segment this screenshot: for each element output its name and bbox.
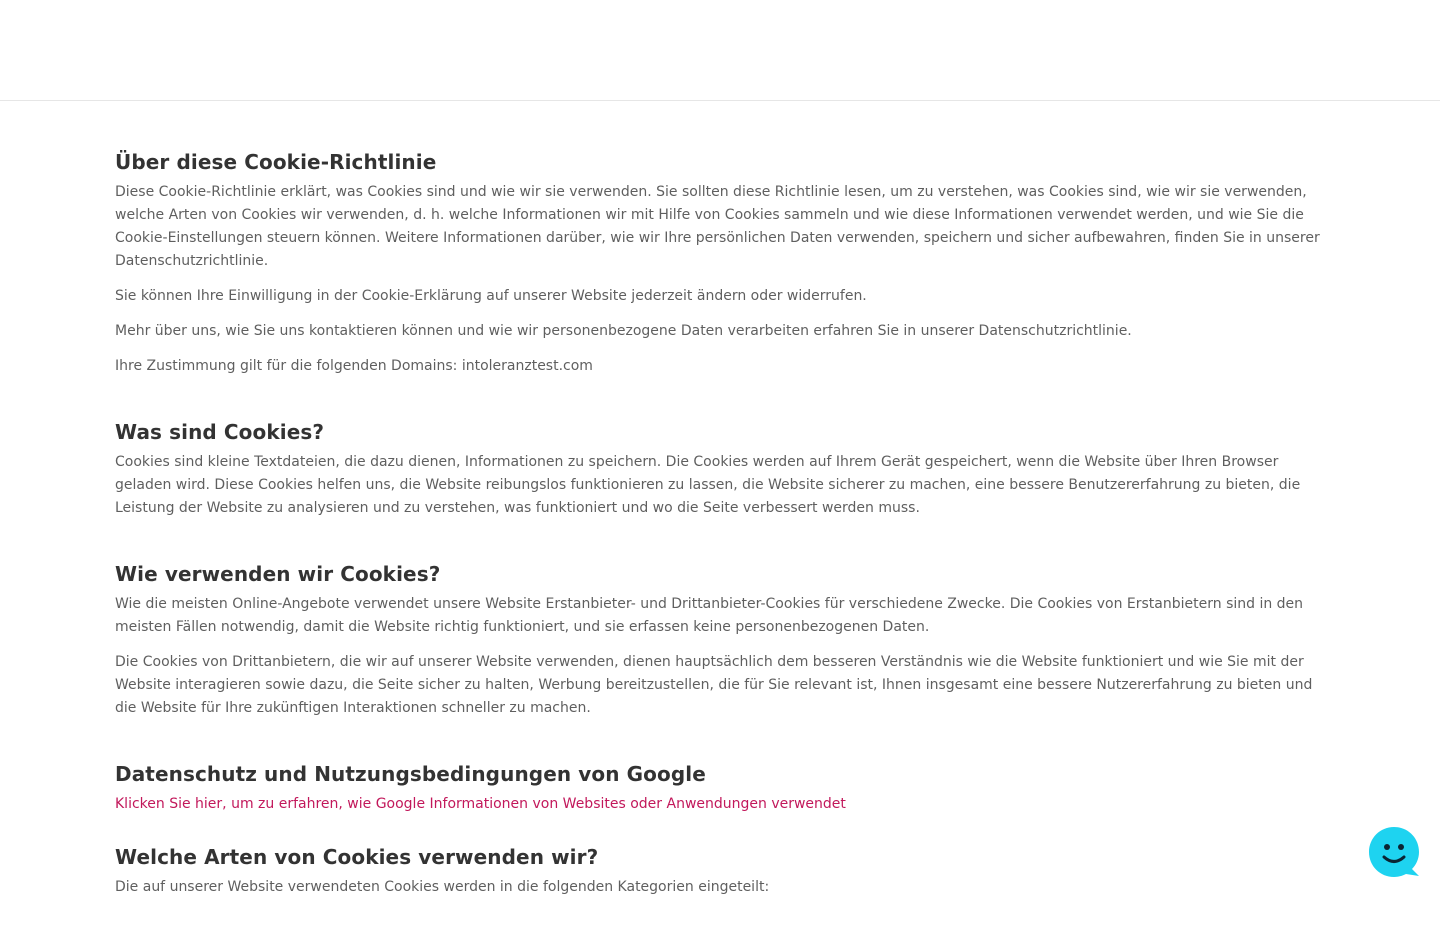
paragraph: Die Cookies von Drittanbietern, die wir auf unserer Website verwenden, dienen hauptsächlich dem besseren Verständnis wie die Website funktioniert und wie Sie mit der Website interagieren sowie dazu, die Seite sicher zu halten, Werbung bereitzustellen, die für Sie relevant ist, Ihnen insgesamt eine bessere Nutzererfahrung zu bieten und die Website für Ihre zukünftigen Interaktionen schneller zu machen.	[115, 654, 1313, 716]
paragraph: Die auf unserer Website verwendeten Cookies werden in die folgenden Kategorien eingeteilt:	[115, 879, 770, 895]
section-cookie-types	[115, 842, 1330, 899]
google-privacy-link[interactable]: Klicken Sie hier, um zu erfahren, wie Google Informationen von Websites oder Anwendungen verwendet	[115, 796, 846, 812]
chat-smiley-icon	[1368, 826, 1420, 878]
section-heading: Welche Arten von Cookies verwenden wir?	[115, 845, 599, 869]
section-heading: Über diese Cookie-Richtlinie	[115, 150, 437, 174]
cookie-policy-content	[115, 147, 1330, 938]
paragraph: Diese Cookie-Richtlinie erklärt, was Cookies sind und wie wir sie verwenden. Sie sollten diese Richtlinie lesen, um zu verstehen, was Cookies sind, wie wir sie verwenden, welche Arten von Cookies wir verwenden, d. h. welche Informationen wir mit Hilfe von Cookies sammeln und wie diese Informationen verwendet werden, und wie Sie die Cookie-Einstellungen steuern können. Weitere Informationen darüber, wie wir Ihre persönlichen Daten verwenden, speichern und sicher aufbewahren, finden Sie in unserer Datenschutzrichtlinie.	[115, 184, 1320, 269]
chat-button[interactable]	[1368, 826, 1420, 878]
paragraph: Wie die meisten Online-Angebote verwendet unsere Website Erstanbieter- und Drittanbieter-Cookies für verschiedene Zwecke. Die Cookies von Erstanbietern sind in den meisten Fällen notwendig, damit die Website richtig funktioniert, und sie erfassen keine personenbezogenen Daten.	[115, 596, 1304, 635]
section-google-privacy	[115, 759, 1330, 814]
section-heading: Wie verwenden wir Cookies?	[115, 562, 441, 586]
paragraph: Ihre Zustimmung gilt für die folgenden Domains: intoleranztest.com	[115, 358, 593, 374]
paragraph: Cookies sind kleine Textdateien, die dazu dienen, Informationen zu speichern. Die Cookies werden auf Ihrem Gerät gespeichert, wenn die Website über Ihren Browser geladen wird. Diese Cookies helfen uns, die Website reibungslos funktionieren zu lassen, die Website sicherer zu machen, eine bessere Benutzererfahrung zu bieten, die Leistung der Website zu analysieren und zu verstehen, was funktioniert und wo die Seite verbessert werden muss.	[115, 454, 1301, 516]
section-heading: Datenschutz und Nutzungsbedingungen von Google	[115, 762, 706, 786]
section-about-cookie-policy	[115, 147, 1330, 378]
section-heading: Was sind Cookies?	[115, 420, 325, 444]
section-what-are-cookies	[115, 417, 1330, 520]
paragraph: Mehr über uns, wie Sie uns kontaktieren können und wie wir personenbezogene Daten verarbeiten erfahren Sie in unserer Datenschutzrichtlinie.	[115, 323, 1132, 339]
paragraph: Sie können Ihre Einwilligung in der Cookie-Erklärung auf unserer Website jederzeit ändern oder widerrufen.	[115, 288, 867, 304]
section-how-we-use-cookies	[115, 559, 1330, 720]
site-header	[0, 0, 1440, 101]
